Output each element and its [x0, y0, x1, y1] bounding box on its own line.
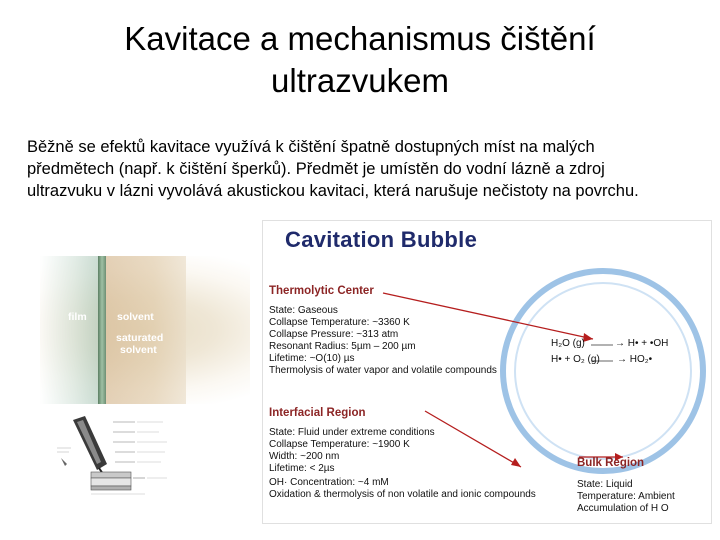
slide-body: [27, 136, 707, 202]
reaction-2-right: → HO₂•: [617, 354, 653, 365]
thermolytic-line-3: Collapse Pressure: ~313 atm: [269, 329, 399, 340]
thermolytic-line-4: Resonant Radius: 5µm – 200 µm: [269, 341, 416, 352]
film-strip: [98, 256, 106, 404]
film-label: film: [68, 311, 87, 323]
film-solvent-illustration: [40, 256, 250, 404]
bulk-line-3: Accumulation of H O: [577, 503, 669, 514]
interfacial-heading: Interfacial Region: [269, 407, 366, 419]
bubble-outer-ring: [503, 271, 703, 471]
cavitation-bubble-figure: [262, 220, 712, 524]
bulk-heading: Bulk Region: [577, 457, 645, 469]
bulk-line-1: State: Liquid: [577, 479, 633, 490]
interfacial-line-5: OH· Concentration: ~4 mM: [269, 477, 389, 488]
thermolytic-heading: Thermolytic Center: [269, 285, 374, 297]
slide-title: [0, 18, 720, 102]
film-left-band: [40, 256, 98, 404]
thermolytic-line-6: Thermolysis of water vapor and volatile compounds: [269, 365, 497, 376]
slide-title-line-1: Kavitace a mechanismus čištění: [124, 20, 596, 57]
ultrasonic-tool-sketch: [55, 412, 175, 498]
solvent-band: [106, 256, 186, 404]
thermolytic-line-2: Collapse Temperature: ~3360 K: [269, 317, 410, 328]
body-line-3: ultrazvuku v lázni vyvolává akustickou kavitaci, která narušuje nečistoty na povrchu.: [27, 182, 639, 200]
solvent-label: solvent: [117, 311, 154, 323]
thermolytic-line-5: Lifetime: ~O(10) µs: [269, 353, 355, 364]
bubble-inner-ring: [515, 283, 691, 459]
body-line-1: Běžně se efektů kavitace využívá k čištění špatně dostupných míst na malých: [27, 138, 595, 156]
saturated-label: saturated: [116, 332, 164, 344]
slide-title-line-2: ultrazvukem: [271, 62, 449, 99]
interfacial-line-6: Oxidation & thermolysis of non volatile and ionic compounds: [269, 489, 536, 500]
reaction-2-left: H• + O₂ (g): [551, 354, 600, 365]
interfacial-line-3: Width: ~200 nm: [269, 451, 340, 462]
tool-sketch-drawing: [55, 412, 175, 498]
reaction-1-right: → H• + •OH: [615, 338, 669, 349]
saturated-solvent-label: solvent: [120, 344, 157, 356]
bulk-line-2: Temperature: Ambient: [577, 491, 675, 502]
body-line-2: předmětech (např. k čištění šperků). Předmět je umístěn do vodní lázně a zdroj: [27, 160, 605, 178]
interfacial-line-2: Collapse Temperature: ~1900 K: [269, 439, 410, 450]
cavitation-title: Cavitation Bubble: [285, 227, 478, 252]
reaction-1-left: H₂O (g): [551, 338, 585, 349]
thermolytic-line-1: State: Gaseous: [269, 305, 338, 316]
interfacial-line-1: State: Fluid under extreme conditions: [269, 427, 435, 438]
interfacial-line-4: Lifetime: < 2µs: [269, 463, 335, 474]
